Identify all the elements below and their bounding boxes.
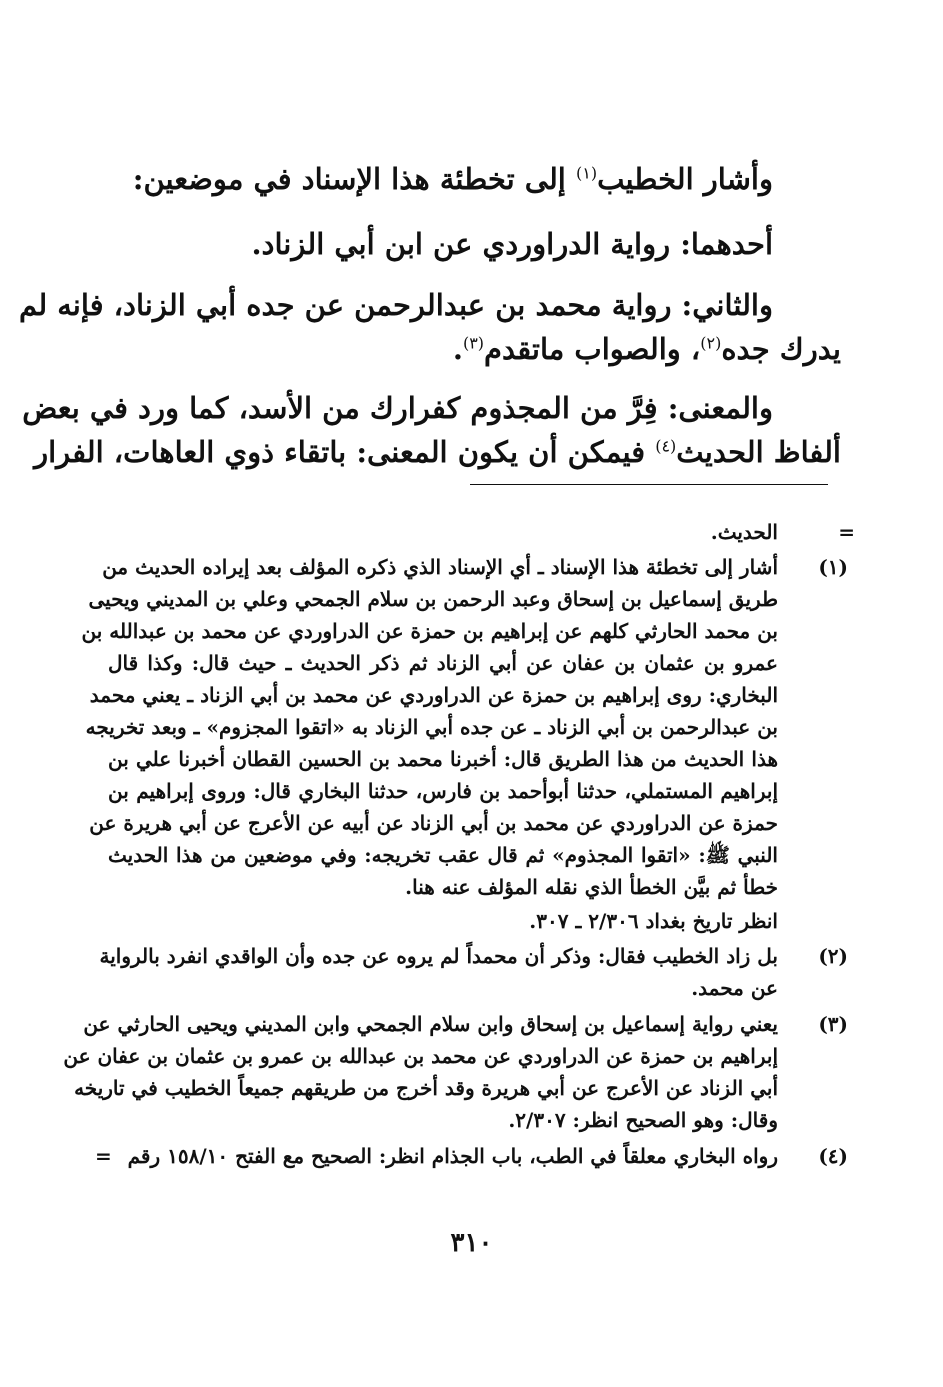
footnote-2-line: عن محمد. — [691, 976, 778, 1000]
page-number: ٣١٠ — [450, 1228, 493, 1258]
footnote-1-line: البخاري: روى إبراهيم بن حمزة عن الدراوردي عن محمد بن أبي الزناد ـ يعني محمد — [89, 683, 778, 707]
main-line-4 — [101, 327, 841, 371]
footnote-3-line: وقال: وهو الصحيح انظر: ٢/٣٠٧. — [508, 1108, 778, 1132]
main-text: فيمكن أن يكون المعنى: باتقاء ذوي العاهات، الفرار — [34, 435, 646, 469]
footnote-ref-2[interactable]: (٢) — [700, 333, 722, 353]
footnote-2-line: بل زاد الخطيب فقال: وذكر أن محمداً لم يروه عن جده وأن الواقدي انفرد بالرواية — [99, 944, 778, 968]
footnote-3-line: إبراهيم بن حمزة عن الدراوردي عن محمد بن عبدالله بن عمرو بن عثمان بن عفان عن — [63, 1044, 778, 1068]
footnote-1-line: بن عبدالرحمن بن أبي الزناد ـ عن جده أبي الزناد به «اتقوا المجزوم» ـ وبعد تخريجه — [85, 715, 778, 739]
footnote-number-2: (٢) — [818, 944, 848, 968]
main-line-1 — [132, 157, 773, 201]
footnote-number-4: (٤) — [818, 1144, 848, 1168]
footnote-1-line: طريق إسماعيل بن إسحاق وعبد الرحمن بن سلام الجمحي وعلي بن المديني ويحيى — [88, 587, 778, 611]
main-text: ، والصواب ماتقدم — [484, 332, 701, 366]
footnote-4-line: رواه البخاري معلقاً في الطب، باب الجذام انظر: الصحيح مع الفتح ١٥٨/١٠ رقم — [127, 1144, 778, 1168]
footnote-ref-4[interactable]: (٤) — [655, 436, 677, 456]
main-line-2 — [33, 222, 773, 266]
footnote-ref-3[interactable]: (٣) — [462, 333, 485, 353]
footnote-1-line: هذا الحديث من هذا الطريق قال: أخبرنا محمد بن الحسين القطان أخبرنا علي بن — [108, 747, 778, 771]
main-line-5 — [22, 386, 773, 430]
footnote-number-1: (١) — [818, 555, 848, 579]
footnote-1-line: أشار إلى تخطئة هذا الإسناد ـ أي الإسناد الذي ذكره المؤلف بعد إيراده الحديث من — [102, 555, 778, 579]
footnote-1-line: حمزة عن الدراوردي عن محمد بن أبي الزناد عن أبيه عن الأعرج عن أبي هريرة عن — [89, 811, 778, 835]
footnote-3-line: أبي الزناد عن الأعرج عن أبي هريرة وقد أخرج من طريقهم جميعاً الخطيب في تاريخه — [74, 1076, 778, 1100]
main-line-6 — [34, 430, 841, 474]
footnote-ref-1[interactable]: (١) — [575, 163, 598, 183]
main-line-3 — [19, 283, 773, 327]
continuation-end-mark: = — [95, 1144, 112, 1168]
continuation-mark: = — [838, 520, 855, 544]
main-text: وأشار الخطيب — [597, 162, 773, 196]
footnote-1-line: انظر تاريخ بغداد ٢/٣٠٦ ـ ٣٠٧. — [529, 909, 778, 933]
footnote-3-line: يعني رواية إسماعيل بن إسحاق وابن سلام الجمحي وابن المديني ويحيى الحارثي عن — [83, 1012, 778, 1036]
main-text: أحدهما: رواية الدراوردي عن ابن أبي الزناد. — [251, 227, 773, 261]
footnote-separator — [470, 484, 828, 485]
main-text: إلى تخطئة هذا الإسناد في موضعين: — [132, 162, 566, 196]
main-text: والثاني: رواية محمد بن عبدالرحمن عن جده أبي الزناد، فإنه لم — [19, 288, 773, 322]
main-text: . — [452, 332, 463, 366]
footnote-1-line: النبي ﷺ: «اتقوا المجذوم» ثم قال عقب تخريجه: وفي موضعين من هذا الحديث — [108, 843, 778, 867]
continuation-text: الحديث. — [710, 520, 778, 544]
footnote-1-line: عمرو بن عثمان بن عفان عن أبي الزناد ثم ذكر الحديث ـ حيث قال: وكذا قال — [108, 651, 778, 675]
main-text: يدرك جده — [721, 332, 841, 366]
main-text: والمعنى: فِرَّ من المجذوم كفرارك من الأسد، كما ورد في بعض — [22, 391, 773, 425]
footnote-number-3: (٣) — [818, 1012, 848, 1036]
main-text: ألفاظ الحديث — [676, 435, 841, 469]
footnote-1-line: إبراهيم المستملي، حدثنا أبوأحمد بن فارس، حدثنا البخاري قال: وروى إبراهيم بن — [108, 779, 778, 803]
footnote-1-line: خطأ ثم بيَّن الخطأ الذي نقله المؤلف عنه هنا. — [405, 875, 778, 899]
footnote-1-line: بن محمد الحارثي كلهم عن إبراهيم بن حمزة عن الدراوردي عن محمد بن عبدالله بن — [81, 619, 778, 643]
